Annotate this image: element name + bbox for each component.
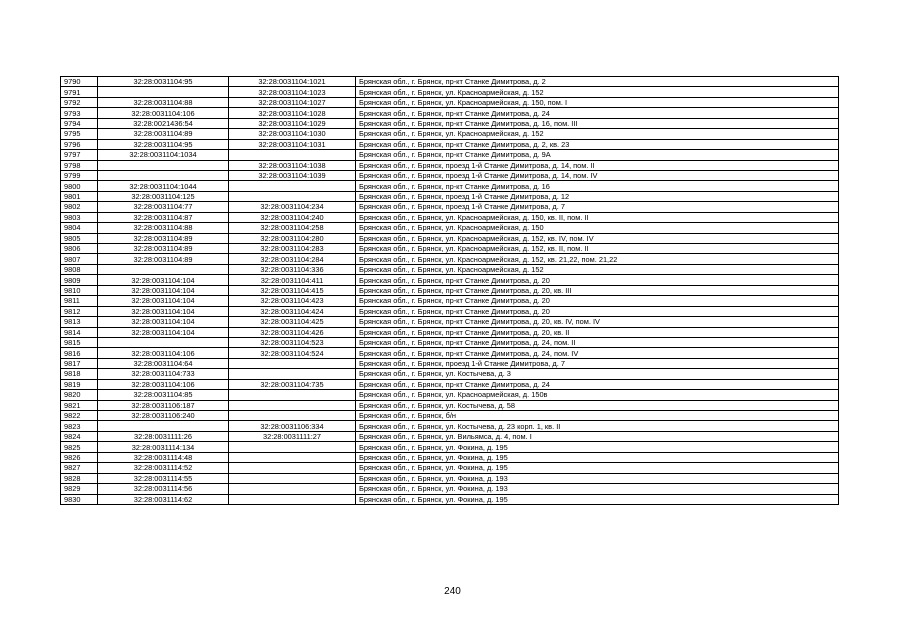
table-row — [61, 202, 839, 212]
address-cell: Брянская обл., г. Брянск, ул. Фокина, д. 195 — [356, 494, 839, 504]
table-row — [61, 442, 839, 452]
row-number-cell: 9797 — [61, 150, 98, 160]
address-cell: Брянская обл., г. Брянск, ул. Фокина, д. 195 — [356, 463, 839, 473]
address-cell: Брянская обл., г. Брянск, пр-кт Станке Димитрова, д. 20 — [356, 296, 839, 306]
table-row — [61, 285, 839, 295]
land-cadastral-number-cell: 32:28:0031114:134 — [98, 442, 229, 452]
object-cadastral-number-cell: 32:28:0031104:423 — [229, 296, 356, 306]
table-row — [61, 275, 839, 285]
object-cadastral-number-cell — [229, 191, 356, 201]
row-number-cell: 9809 — [61, 275, 98, 285]
row-number-cell: 9800 — [61, 181, 98, 191]
row-number-cell: 9829 — [61, 484, 98, 494]
object-cadastral-number-cell: 32:28:0031111:27 — [229, 431, 356, 441]
table-row — [61, 306, 839, 316]
address-cell: Брянская обл., г. Брянск, ул. Красноармейская, д. 152, кв. 21,22, пом. 21,22 — [356, 254, 839, 264]
table-row — [61, 431, 839, 441]
row-number-cell: 9803 — [61, 212, 98, 222]
object-cadastral-number-cell: 32:28:0031104:280 — [229, 233, 356, 243]
table-row — [61, 97, 839, 107]
land-cadastral-number-cell: 32:28:0031104:106 — [98, 108, 229, 118]
address-cell: Брянская обл., г. Брянск, проезд 1-й Станке Димитрова, д. 7 — [356, 202, 839, 212]
land-cadastral-number-cell: 32:28:0031104:104 — [98, 306, 229, 316]
object-cadastral-number-cell — [229, 442, 356, 452]
table-row — [61, 129, 839, 139]
address-cell: Брянская обл., г. Брянск, ул. Красноармейская, д. 150 — [356, 223, 839, 233]
land-cadastral-number-cell: 32:28:0031104:1044 — [98, 181, 229, 191]
table-row — [61, 400, 839, 410]
table-row — [61, 254, 839, 264]
table-row — [61, 244, 839, 254]
address-cell: Брянская обл., г. Брянск, пр-кт Станке Димитрова, д. 24 — [356, 108, 839, 118]
land-cadastral-number-cell — [98, 337, 229, 347]
object-cadastral-number-cell: 32:28:0031104:336 — [229, 264, 356, 274]
land-cadastral-number-cell: 32:28:0031104:104 — [98, 317, 229, 327]
land-cadastral-number-cell: 32:28:0031104:89 — [98, 129, 229, 139]
row-number-cell: 9821 — [61, 400, 98, 410]
object-cadastral-number-cell: 32:28:0031104:258 — [229, 223, 356, 233]
address-cell: Брянская обл., г. Брянск, ул. Фокина, д. 193 — [356, 473, 839, 483]
row-number-cell: 9826 — [61, 452, 98, 462]
land-cadastral-number-cell: 32:28:0031104:95 — [98, 139, 229, 149]
land-cadastral-number-cell: 32:28:0031104:125 — [98, 191, 229, 201]
land-cadastral-number-cell: 32:28:0031104:106 — [98, 348, 229, 358]
object-cadastral-number-cell — [229, 369, 356, 379]
row-number-cell: 9827 — [61, 463, 98, 473]
table-row — [61, 473, 839, 483]
land-cadastral-number-cell: 32:28:0031104:89 — [98, 233, 229, 243]
address-cell: Брянская обл., г. Брянск, пр-кт Станке Димитрова, д. 20, кв. III — [356, 285, 839, 295]
land-cadastral-number-cell: 32:28:0031104:1034 — [98, 150, 229, 160]
address-cell: Брянская обл., г. Брянск, пр-кт Станке Димитрова, д. 20 — [356, 275, 839, 285]
table-row — [61, 463, 839, 473]
object-cadastral-number-cell: 32:28:0031104:425 — [229, 317, 356, 327]
object-cadastral-number-cell: 32:28:0031104:411 — [229, 275, 356, 285]
object-cadastral-number-cell — [229, 452, 356, 462]
object-cadastral-number-cell: 32:28:0031104:1023 — [229, 87, 356, 97]
address-cell: Брянская обл., г. Брянск, пр-кт Станке Димитрова, д. 2, кв. 23 — [356, 139, 839, 149]
land-cadastral-number-cell — [98, 264, 229, 274]
row-number-cell: 9823 — [61, 421, 98, 431]
land-cadastral-number-cell: 32:28:0031111:26 — [98, 431, 229, 441]
object-cadastral-number-cell — [229, 181, 356, 191]
address-cell: Брянская обл., г. Брянск, пр-кт Станке Димитрова, д. 20, кв. II — [356, 327, 839, 337]
address-cell: Брянская обл., г. Брянск, ул. Фокина, д. 193 — [356, 484, 839, 494]
row-number-cell: 9790 — [61, 77, 98, 87]
object-cadastral-number-cell — [229, 390, 356, 400]
address-cell: Брянская обл., г. Брянск, проезд 1-й Станке Димитрова, д. 14, пом. II — [356, 160, 839, 170]
address-cell: Брянская обл., г. Брянск, ул. Красноармейская, д. 150, кв. II, пом. II — [356, 212, 839, 222]
object-cadastral-number-cell: 32:28:0031104:1028 — [229, 108, 356, 118]
row-number-cell: 9792 — [61, 97, 98, 107]
row-number-cell: 9825 — [61, 442, 98, 452]
row-number-cell: 9804 — [61, 223, 98, 233]
address-cell: Брянская обл., г. Брянск, пр-кт Станке Димитрова, д. 24, пом. II — [356, 337, 839, 347]
address-cell: Брянская обл., г. Брянск, проезд 1-й Станке Димитрова, д. 14, пом. IV — [356, 170, 839, 180]
address-cell: Брянская обл., г. Брянск, пр-кт Станке Димитрова, д. 24 — [356, 379, 839, 389]
object-cadastral-number-cell: 32:28:0031104:1021 — [229, 77, 356, 87]
table-row — [61, 494, 839, 504]
row-number-cell: 9796 — [61, 139, 98, 149]
address-cell: Брянская обл., г. Брянск, ул. Костычева, д. 23 корп. 1, кв. II — [356, 421, 839, 431]
land-cadastral-number-cell: 32:28:0031104:106 — [98, 379, 229, 389]
row-number-cell: 9791 — [61, 87, 98, 97]
row-number-cell: 9814 — [61, 327, 98, 337]
address-cell: Брянская обл., г. Брянск, б/н — [356, 411, 839, 421]
row-number-cell: 9816 — [61, 348, 98, 358]
land-cadastral-number-cell: 32:28:0031104:85 — [98, 390, 229, 400]
table-row — [61, 421, 839, 431]
row-number-cell: 9828 — [61, 473, 98, 483]
table-row — [61, 87, 839, 97]
object-cadastral-number-cell: 32:28:0031104:1031 — [229, 139, 356, 149]
land-cadastral-number-cell: 32:28:0031104:104 — [98, 327, 229, 337]
registry-table — [60, 76, 839, 505]
row-number-cell: 9811 — [61, 296, 98, 306]
row-number-cell: 9808 — [61, 264, 98, 274]
object-cadastral-number-cell: 32:28:0031104:234 — [229, 202, 356, 212]
land-cadastral-number-cell: 32:28:0031106:187 — [98, 400, 229, 410]
row-number-cell: 9815 — [61, 337, 98, 347]
object-cadastral-number-cell: 32:28:0031104:1027 — [229, 97, 356, 107]
address-cell: Брянская обл., г. Брянск, ул. Красноармейская, д. 150в — [356, 390, 839, 400]
land-cadastral-number-cell: 32:28:0031104:88 — [98, 97, 229, 107]
table-row — [61, 452, 839, 462]
land-cadastral-number-cell: 32:28:0031104:88 — [98, 223, 229, 233]
table-row — [61, 233, 839, 243]
row-number-cell: 9812 — [61, 306, 98, 316]
row-number-cell: 9795 — [61, 129, 98, 139]
row-number-cell: 9793 — [61, 108, 98, 118]
address-cell: Брянская обл., г. Брянск, ул. Фокина, д. 195 — [356, 452, 839, 462]
object-cadastral-number-cell — [229, 484, 356, 494]
row-number-cell: 9802 — [61, 202, 98, 212]
land-cadastral-number-cell: 32:28:0031104:95 — [98, 77, 229, 87]
object-cadastral-number-cell — [229, 358, 356, 368]
land-cadastral-number-cell: 32:28:0031104:104 — [98, 275, 229, 285]
row-number-cell: 9818 — [61, 369, 98, 379]
row-number-cell: 9813 — [61, 317, 98, 327]
registry-table-body — [61, 77, 839, 505]
table-row — [61, 390, 839, 400]
table-row — [61, 264, 839, 274]
table-row — [61, 77, 839, 87]
address-cell: Брянская обл., г. Брянск, проезд 1-й Станке Димитрова, д. 12 — [356, 191, 839, 201]
table-row — [61, 212, 839, 222]
table-row — [61, 369, 839, 379]
land-cadastral-number-cell: 32:28:0031104:733 — [98, 369, 229, 379]
object-cadastral-number-cell: 32:28:0031104:415 — [229, 285, 356, 295]
table-row — [61, 484, 839, 494]
land-cadastral-number-cell: 32:28:0031104:89 — [98, 244, 229, 254]
table-row — [61, 118, 839, 128]
object-cadastral-number-cell: 32:28:0031104:1038 — [229, 160, 356, 170]
row-number-cell: 9799 — [61, 170, 98, 180]
address-cell: Брянская обл., г. Брянск, пр-кт Станке Димитрова, д. 16 — [356, 181, 839, 191]
object-cadastral-number-cell: 32:28:0031104:283 — [229, 244, 356, 254]
object-cadastral-number-cell — [229, 463, 356, 473]
row-number-cell: 9798 — [61, 160, 98, 170]
land-cadastral-number-cell: 32:28:0031114:48 — [98, 452, 229, 462]
table-row — [61, 317, 839, 327]
table-row — [61, 348, 839, 358]
row-number-cell: 9817 — [61, 358, 98, 368]
table-row — [61, 191, 839, 201]
object-cadastral-number-cell — [229, 473, 356, 483]
object-cadastral-number-cell: 32:28:0031104:284 — [229, 254, 356, 264]
row-number-cell: 9824 — [61, 431, 98, 441]
object-cadastral-number-cell: 32:28:0031104:424 — [229, 306, 356, 316]
address-cell: Брянская обл., г. Брянск, пр-кт Станке Димитрова, д. 24, пом. IV — [356, 348, 839, 358]
address-cell: Брянская обл., г. Брянск, ул. Красноармейская, д. 152, кв. IV, пом. IV — [356, 233, 839, 243]
address-cell: Брянская обл., г. Брянск, ул. Красноармейская, д. 152, кв. II, пом. II — [356, 244, 839, 254]
land-cadastral-number-cell: 32:28:0031104:89 — [98, 254, 229, 264]
land-cadastral-number-cell: 32:28:0031104:104 — [98, 285, 229, 295]
address-cell: Брянская обл., г. Брянск, пр-кт Станке Димитрова, д. 20 — [356, 306, 839, 316]
land-cadastral-number-cell — [98, 160, 229, 170]
land-cadastral-number-cell: 32:28:0031114:56 — [98, 484, 229, 494]
land-cadastral-number-cell: 32:28:0021436:54 — [98, 118, 229, 128]
table-row — [61, 108, 839, 118]
address-cell: Брянская обл., г. Брянск, пр-кт Станке Димитрова, д. 20, кв. IV, пом. IV — [356, 317, 839, 327]
object-cadastral-number-cell — [229, 411, 356, 421]
land-cadastral-number-cell: 32:28:0031106:240 — [98, 411, 229, 421]
table-row — [61, 327, 839, 337]
land-cadastral-number-cell: 32:28:0031104:77 — [98, 202, 229, 212]
table-row — [61, 160, 839, 170]
land-cadastral-number-cell: 32:28:0031104:87 — [98, 212, 229, 222]
table-row — [61, 411, 839, 421]
object-cadastral-number-cell: 32:28:0031104:1029 — [229, 118, 356, 128]
land-cadastral-number-cell — [98, 87, 229, 97]
object-cadastral-number-cell: 32:28:0031106:334 — [229, 421, 356, 431]
table-row — [61, 170, 839, 180]
object-cadastral-number-cell — [229, 150, 356, 160]
land-cadastral-number-cell — [98, 170, 229, 180]
row-number-cell: 9830 — [61, 494, 98, 504]
address-cell: Брянская обл., г. Брянск, пр-кт Станке Димитрова, д. 16, пом. III — [356, 118, 839, 128]
address-cell: Брянская обл., г. Брянск, ул. Костычева, д. 58 — [356, 400, 839, 410]
address-cell: Брянская обл., г. Брянск, ул. Красноармейская, д. 152 — [356, 87, 839, 97]
row-number-cell: 9807 — [61, 254, 98, 264]
land-cadastral-number-cell: 32:28:0031114:55 — [98, 473, 229, 483]
address-cell: Брянская обл., г. Брянск, ул. Красноармейская, д. 150, пом. I — [356, 97, 839, 107]
table-row — [61, 150, 839, 160]
table-row — [61, 181, 839, 191]
row-number-cell: 9806 — [61, 244, 98, 254]
land-cadastral-number-cell: 32:28:0031104:104 — [98, 296, 229, 306]
row-number-cell: 9819 — [61, 379, 98, 389]
table-row — [61, 139, 839, 149]
row-number-cell: 9801 — [61, 191, 98, 201]
object-cadastral-number-cell — [229, 494, 356, 504]
object-cadastral-number-cell: 32:28:0031104:240 — [229, 212, 356, 222]
address-cell: Брянская обл., г. Брянск, ул. Фокина, д. 195 — [356, 442, 839, 452]
land-cadastral-number-cell: 32:28:0031104:64 — [98, 358, 229, 368]
object-cadastral-number-cell: 32:28:0031104:426 — [229, 327, 356, 337]
page-number: 240 — [444, 586, 461, 597]
row-number-cell: 9805 — [61, 233, 98, 243]
address-cell: Брянская обл., г. Брянск, ул. Красноармейская, д. 152 — [356, 129, 839, 139]
address-cell: Брянская обл., г. Брянск, ул. Костычева, д. 3 — [356, 369, 839, 379]
address-cell: Брянская обл., г. Брянск, проезд 1-й Станке Димитрова, д. 7 — [356, 358, 839, 368]
table-row — [61, 296, 839, 306]
land-cadastral-number-cell — [98, 421, 229, 431]
object-cadastral-number-cell: 32:28:0031104:524 — [229, 348, 356, 358]
object-cadastral-number-cell: 32:28:0031104:735 — [229, 379, 356, 389]
row-number-cell: 9822 — [61, 411, 98, 421]
table-row — [61, 379, 839, 389]
object-cadastral-number-cell: 32:28:0031104:523 — [229, 337, 356, 347]
address-cell: Брянская обл., г. Брянск, ул. Красноармейская, д. 152 — [356, 264, 839, 274]
object-cadastral-number-cell: 32:28:0031104:1030 — [229, 129, 356, 139]
land-cadastral-number-cell: 32:28:0031114:52 — [98, 463, 229, 473]
address-cell: Брянская обл., г. Брянск, пр-кт Станке Димитрова, д. 2 — [356, 77, 839, 87]
land-cadastral-number-cell: 32:28:0031114:62 — [98, 494, 229, 504]
row-number-cell: 9820 — [61, 390, 98, 400]
table-row — [61, 358, 839, 368]
table-row — [61, 337, 839, 347]
row-number-cell: 9794 — [61, 118, 98, 128]
address-cell: Брянская обл., г. Брянск, пр-кт Станке Димитрова, д. 9А — [356, 150, 839, 160]
row-number-cell: 9810 — [61, 285, 98, 295]
table-row — [61, 223, 839, 233]
object-cadastral-number-cell — [229, 400, 356, 410]
address-cell: Брянская обл., г. Брянск, ул. Вильямса, д. 4, пом. I — [356, 431, 839, 441]
object-cadastral-number-cell: 32:28:0031104:1039 — [229, 170, 356, 180]
